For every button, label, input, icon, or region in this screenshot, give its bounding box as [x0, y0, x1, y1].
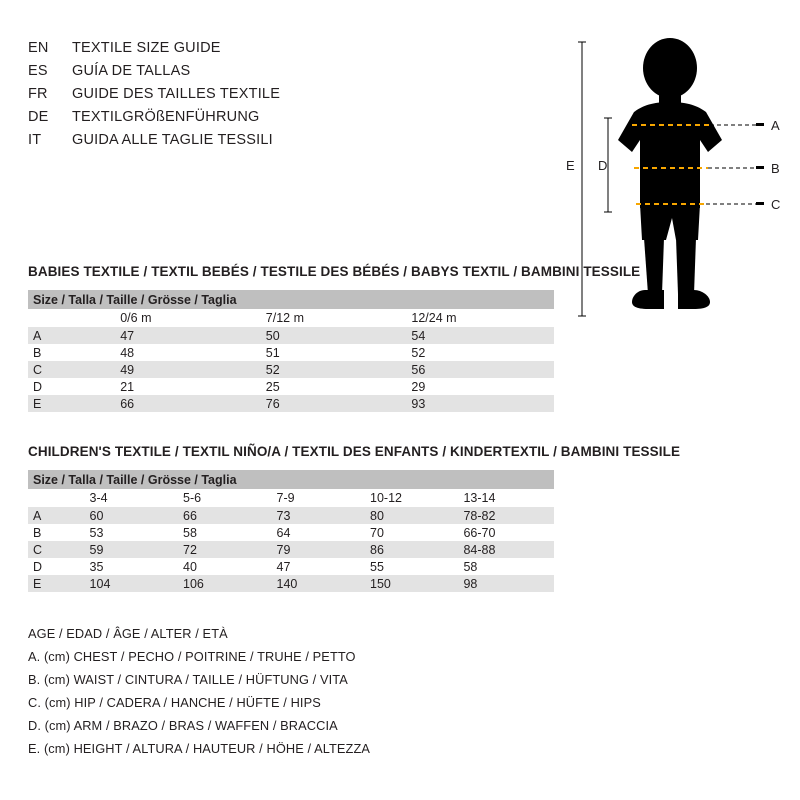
children-row-label-d: D: [28, 558, 87, 575]
table-row: [28, 344, 554, 361]
children-column-0: 3-4: [87, 489, 180, 507]
children-cell-d-0: 35: [87, 558, 180, 575]
children-cell-d-3: 55: [367, 558, 460, 575]
children-cell-b-3: 70: [367, 524, 460, 541]
title-row: [28, 40, 448, 60]
children-cell-a-0: 60: [87, 507, 180, 524]
babies-row-label-a: A: [28, 327, 117, 344]
children-cell-b-2: 64: [274, 524, 367, 541]
title-lang-en: EN: [28, 40, 49, 56]
babies-cell-c-0: 49: [117, 361, 263, 378]
table-column-row: [28, 309, 554, 327]
babies-cell-a-1: 50: [263, 327, 409, 344]
babies-size-table: [28, 290, 554, 412]
children-cell-a-1: 66: [180, 507, 273, 524]
children-row-label-c: C: [28, 541, 87, 558]
child-silhouette-icon: [560, 28, 790, 338]
children-row-label-e: E: [28, 575, 87, 592]
title-row: [28, 86, 448, 106]
table-row: [28, 361, 554, 378]
children-section-heading: CHILDREN'S TEXTILE / TEXTIL NIÑO/A / TEXTIL DES ENFANTS / KINDERTEXTIL / BAMBINI TESSILE: [28, 444, 681, 459]
legend-line-a: A. (cm) CHEST / PECHO / POITRINE / TRUHE / PETTO: [28, 649, 356, 664]
title-row: [28, 109, 448, 129]
title-text-de: TEXTILGRÖßENFÜHRUNG: [72, 109, 260, 125]
legend-line-c: C. (cm) HIP / CADERA / HANCHE / HÜFTE / HIPS: [28, 695, 321, 710]
title-lang-fr: FR: [28, 86, 48, 102]
figure-marker-d: D: [598, 158, 608, 173]
measurement-figure: [560, 28, 790, 338]
legend-line-b: B. (cm) WAIST / CINTURA / TAILLE / HÜFTUNG / VITA: [28, 672, 348, 687]
table-row: [28, 558, 554, 575]
babies-cell-a-2: 54: [408, 327, 554, 344]
babies-cell-c-2: 56: [408, 361, 554, 378]
children-cell-d-2: 47: [274, 558, 367, 575]
table-column-row: [28, 489, 554, 507]
title-lang-de: DE: [28, 109, 49, 125]
title-lang-es: ES: [28, 63, 48, 79]
babies-size-header: Size / Talla / Taille / Grösse / Taglia: [28, 290, 554, 309]
children-cell-e-0: 104: [87, 575, 180, 592]
babies-row-label-e: E: [28, 395, 117, 412]
table-row: [28, 378, 554, 395]
babies-row-label-d: D: [28, 378, 117, 395]
children-column-2: 7-9: [274, 489, 367, 507]
babies-cell-a-0: 47: [117, 327, 263, 344]
babies-row-label-b: B: [28, 344, 117, 361]
title-text-it: GUIDA ALLE TAGLIE TESSILI: [72, 132, 273, 148]
babies-cell-d-2: 29: [408, 378, 554, 395]
babies-column-1: 7/12 m: [263, 309, 409, 327]
legend-line-d: D. (cm) ARM / BRAZO / BRAS / WAFFEN / BRACCIA: [28, 718, 338, 733]
babies-cell-b-0: 48: [117, 344, 263, 361]
children-cell-b-0: 53: [87, 524, 180, 541]
children-cell-d-4: 58: [460, 558, 554, 575]
babies-cell-e-1: 76: [263, 395, 409, 412]
children-row-label-a: A: [28, 507, 87, 524]
measurement-legend: [28, 628, 370, 766]
babies-column-0: 0/6 m: [117, 309, 263, 327]
children-cell-a-2: 73: [274, 507, 367, 524]
title-text-fr: GUIDE DES TAILLES TEXTILE: [72, 86, 281, 102]
table-row: [28, 575, 554, 592]
children-cell-d-1: 40: [180, 558, 273, 575]
title-text-es: GUÍA DE TALLAS: [72, 63, 191, 79]
children-cell-c-2: 79: [274, 541, 367, 558]
figure-marker-b: B: [771, 161, 780, 176]
babies-cell-c-1: 52: [263, 361, 409, 378]
children-row-label-b: B: [28, 524, 87, 541]
children-cell-e-1: 106: [180, 575, 273, 592]
children-cell-c-0: 59: [87, 541, 180, 558]
children-cell-b-4: 66-70: [460, 524, 554, 541]
children-size-header: Size / Talla / Taille / Grösse / Taglia: [28, 470, 554, 489]
column-spacer: [28, 489, 87, 507]
babies-column-2: 12/24 m: [408, 309, 554, 327]
children-column-1: 5-6: [180, 489, 273, 507]
children-cell-e-4: 98: [460, 575, 554, 592]
children-cell-c-3: 86: [367, 541, 460, 558]
table-row: [28, 327, 554, 344]
children-cell-e-2: 140: [274, 575, 367, 592]
figure-marker-e: E: [566, 158, 575, 173]
babies-cell-d-1: 25: [263, 378, 409, 395]
babies-section-heading: BABIES TEXTILE / TEXTIL BEBÉS / TESTILE DES BÉBÉS / BABYS TEXTIL / BAMBINI TESSILE: [28, 264, 641, 279]
children-cell-a-4: 78-82: [460, 507, 554, 524]
table-row: [28, 524, 554, 541]
children-cell-c-4: 84-88: [460, 541, 554, 558]
figure-marker-c: C: [771, 197, 781, 212]
children-size-table: [28, 470, 554, 592]
children-column-4: 13-14: [460, 489, 554, 507]
table-row: [28, 541, 554, 558]
column-spacer: [28, 309, 117, 327]
title-text-en: TEXTILE SIZE GUIDE: [72, 40, 221, 56]
table-header-row: [28, 470, 554, 489]
children-cell-c-1: 72: [180, 541, 273, 558]
figure-marker-a: A: [771, 118, 780, 133]
title-row: [28, 132, 448, 152]
table-header-row: [28, 290, 554, 309]
babies-cell-d-0: 21: [117, 378, 263, 395]
babies-cell-e-0: 66: [117, 395, 263, 412]
children-cell-a-3: 80: [367, 507, 460, 524]
children-cell-b-1: 58: [180, 524, 273, 541]
babies-cell-e-2: 93: [408, 395, 554, 412]
babies-cell-b-2: 52: [408, 344, 554, 361]
children-cell-e-3: 150: [367, 575, 460, 592]
children-column-3: 10-12: [367, 489, 460, 507]
table-row: [28, 507, 554, 524]
language-titles: [28, 40, 448, 155]
legend-line-age: AGE / EDAD / ÂGE / ALTER / ETÀ: [28, 626, 228, 641]
legend-line-e: E. (cm) HEIGHT / ALTURA / HAUTEUR / HÖHE / ALTEZZA: [28, 741, 371, 756]
babies-cell-b-1: 51: [263, 344, 409, 361]
table-row: [28, 395, 554, 412]
title-row: [28, 63, 448, 83]
title-lang-it: IT: [28, 132, 42, 148]
babies-row-label-c: C: [28, 361, 117, 378]
